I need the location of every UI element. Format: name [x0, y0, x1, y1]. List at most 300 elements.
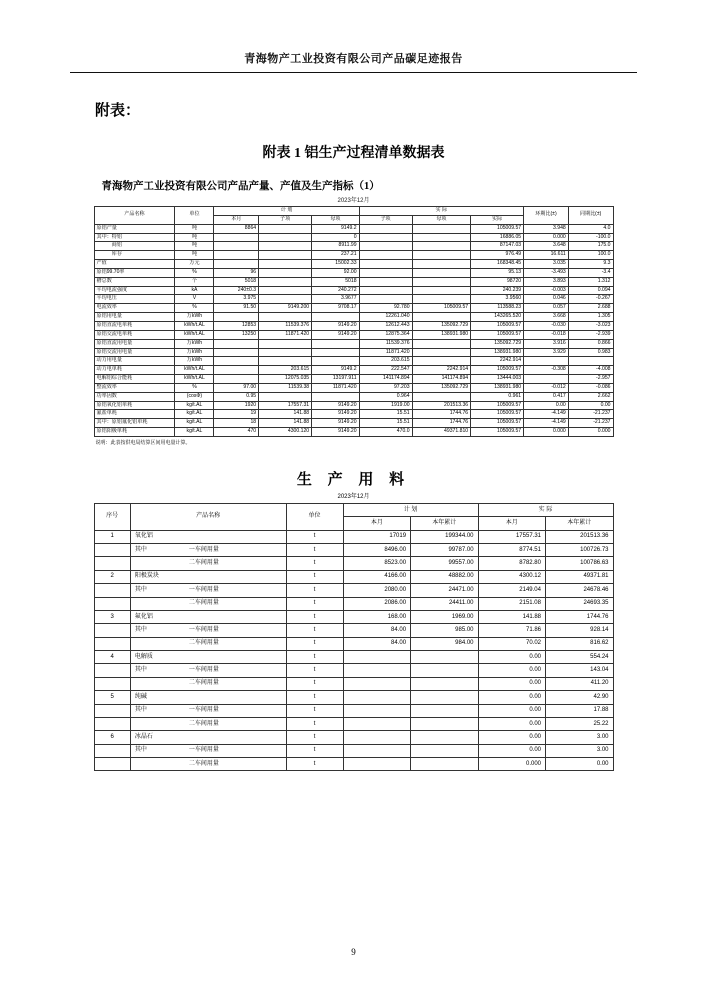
cell-seq [94, 544, 130, 557]
cell-unit: kA [175, 286, 214, 295]
th-unit: 单位 [175, 207, 214, 225]
cell-unit: t [286, 731, 343, 744]
table-row [94, 758, 613, 771]
cell-year-ratio: 1.305 [568, 313, 613, 322]
cell-plan-mu [312, 313, 359, 322]
cell-unit: kWh/t.AL [175, 366, 214, 375]
cell-seq [94, 717, 130, 730]
cell-seq [94, 637, 130, 650]
cell-year-ratio [568, 357, 613, 366]
cell-product-name: 原铝产量 [94, 224, 175, 233]
cell-plan-mu: 237.21 [312, 251, 359, 260]
cell-material-name: 其中 一车间用量 [130, 544, 286, 557]
cell-ring-ratio: 3.916 [524, 339, 569, 348]
cell-plan-ytd: 24411.00 [411, 597, 478, 610]
cell-actual-sub [359, 277, 412, 286]
cell-unit: t [286, 704, 343, 717]
cell-plan-ytd [411, 717, 478, 730]
cell-actual-sub [359, 251, 412, 260]
table-row [94, 428, 613, 437]
cell-unit: 吨 [175, 251, 214, 260]
cell-plan-month [214, 339, 259, 348]
cell-actual-sub: 12261.040 [359, 313, 412, 322]
cell-actual-cum: 976.49 [471, 251, 524, 260]
cell-plan-month [214, 233, 259, 242]
cell-material-name: 二车间用量 [130, 677, 286, 690]
cell-actual-mu: 2242.914 [412, 366, 471, 375]
cell-plan-ytd [411, 731, 478, 744]
cell-unit: t [286, 557, 343, 570]
running-header: 青海物产工业投资有限公司产品碳足迹报告 [244, 53, 463, 65]
cell-plan-month: 1920 [214, 401, 259, 410]
cell-plan-ytd [411, 664, 478, 677]
cell-seq: 3 [94, 610, 130, 623]
cell-year-ratio: -100.0 [568, 233, 613, 242]
cell-ring-ratio: 0.000 [524, 233, 569, 242]
table-row [94, 304, 613, 313]
cell-actual-mu: 105009.57 [412, 304, 471, 313]
table-row [94, 357, 613, 366]
th-plan-month: 本月 [214, 215, 259, 224]
cell-ring-ratio: -0.018 [524, 330, 569, 339]
cell-actual-month: 0.00 [478, 731, 545, 744]
cell-actual-ytd: 100726.73 [546, 544, 614, 557]
cell-plan-month: 8864 [214, 224, 259, 233]
cell-actual-ytd: 143.04 [546, 664, 614, 677]
cell-actual-month: 0.00 [478, 704, 545, 717]
table2-body [94, 530, 613, 771]
cell-unit: t [286, 624, 343, 637]
cell-plan-ytd [411, 758, 478, 771]
cell-actual-sub: 15.51 [359, 419, 412, 428]
cell-seq: 5 [94, 691, 130, 704]
cell-seq: 6 [94, 731, 130, 744]
cell-ring-ratio: 0.00 [524, 401, 569, 410]
cell-year-ratio: -21.237 [568, 419, 613, 428]
cell-unit: t [286, 610, 343, 623]
cell-unit: 个 [175, 277, 214, 286]
cell-actual-cum: 105009.57 [471, 224, 524, 233]
cell-plan-sub: 11539.376 [259, 321, 312, 330]
th2-actual: 实 际 [478, 503, 613, 516]
cell-product-name: 电解铝综合能耗 [94, 375, 175, 384]
cell-year-ratio: 0.866 [568, 339, 613, 348]
cell-material-name: 其中 一车间用量 [130, 704, 286, 717]
cell-plan-month [214, 313, 259, 322]
cell-unit: t [286, 758, 343, 771]
cell-product-name: 原铝直流电单耗 [94, 321, 175, 330]
table-row [94, 544, 613, 557]
cell-actual-cum: 105009.57 [471, 419, 524, 428]
cell-unit: kg/t.AL [175, 401, 214, 410]
cell-actual-mu: 49371.810 [412, 428, 471, 437]
cell-ring-ratio: -0.003 [524, 286, 569, 295]
table-row [94, 295, 613, 304]
cell-unit: t [286, 584, 343, 597]
cell-plan-sub: 17557.31 [259, 401, 312, 410]
th-ring-ratio: 环期比(±) [524, 207, 569, 225]
cell-plan-month: 19 [214, 410, 259, 419]
cell-material-name: 阳极炭块 [130, 570, 286, 583]
cell-plan-sub [259, 339, 312, 348]
cell-unit: t [286, 597, 343, 610]
cell-year-ratio: -0.086 [568, 383, 613, 392]
th2-seq: 序号 [94, 503, 130, 530]
cell-plan-mu: 9149.20 [312, 419, 359, 428]
cell-plan-mu: 3.9677 [312, 295, 359, 304]
cell-plan-sub [259, 260, 312, 269]
cell-unit: t [286, 651, 343, 664]
cell-actual-sub: 12612.443 [359, 321, 412, 330]
cell-actual-cum: 3.9560 [471, 295, 524, 304]
cell-plan-mu: 9149.20 [312, 330, 359, 339]
cell-actual-mu [412, 224, 471, 233]
cell-actual-ytd: 554.24 [546, 651, 614, 664]
cell-plan-mu: 5018 [312, 277, 359, 286]
cell-plan-ytd: 48882.00 [411, 570, 478, 583]
cell-plan-mu: 92.00 [312, 268, 359, 277]
cell-actual-sub: 15.51 [359, 410, 412, 419]
cell-unit: 万kWh [175, 357, 214, 366]
cell-year-ratio: 0.094 [568, 286, 613, 295]
cell-actual-cum: 95.13 [471, 268, 524, 277]
cell-plan-sub: 4300.120 [259, 428, 312, 437]
cell-actual-sub: 97.203 [359, 383, 412, 392]
cell-actual-sub: 12875.364 [359, 330, 412, 339]
table-row [94, 224, 613, 233]
cell-product-name: 平均电压 [94, 295, 175, 304]
cell-product-name: 其中：特铝 [94, 233, 175, 242]
cell-year-ratio: 2.688 [568, 304, 613, 313]
table1-note: 说明：此表按供电局结算区间用电量计算。 [95, 439, 191, 446]
cell-actual-month: 0.000 [478, 758, 545, 771]
cell-plan-month: 18 [214, 419, 259, 428]
cell-actual-mu: 1744.76 [412, 419, 471, 428]
table-row [94, 557, 613, 570]
cell-product-name: 原铝99.70率 [94, 268, 175, 277]
cell-year-ratio: -0.267 [568, 295, 613, 304]
cell-seq [94, 677, 130, 690]
cell-actual-mu [412, 348, 471, 357]
cell-actual-sub [359, 295, 412, 304]
cell-actual-month: 8782.80 [478, 557, 545, 570]
cell-plan-month [343, 704, 410, 717]
cell-material-name: 其中 一车间用量 [130, 624, 286, 637]
cell-plan-ytd [411, 691, 478, 704]
cell-plan-month [343, 717, 410, 730]
cell-product-name: 库存 [94, 251, 175, 260]
cell-material-name: 二车间用量 [130, 717, 286, 730]
cell-plan-ytd: 199344.00 [411, 530, 478, 543]
cell-plan-mu: 13197.911 [312, 375, 359, 384]
cell-actual-ytd: 3.00 [546, 744, 614, 757]
cell-plan-sub: 141.88 [259, 410, 312, 419]
cell-plan-month: 8496.00 [343, 544, 410, 557]
cell-actual-month: 8774.51 [478, 544, 545, 557]
cell-plan-month: 2086.00 [343, 597, 410, 610]
cell-plan-ytd [411, 677, 478, 690]
cell-actual-mu [412, 242, 471, 251]
table1-block [94, 178, 614, 446]
cell-material-name: 二车间用量 [130, 557, 286, 570]
cell-plan-month [343, 651, 410, 664]
cell-plan-month: 91.50 [214, 304, 259, 313]
cell-plan-mu: 15002.33 [312, 260, 359, 269]
cell-seq: 2 [94, 570, 130, 583]
cell-actual-ytd: 201513.36 [546, 530, 614, 543]
table-row [94, 330, 613, 339]
cell-plan-month [214, 366, 259, 375]
cell-year-ratio: 2.662 [568, 392, 613, 401]
cell-plan-ytd [411, 704, 478, 717]
table-row [94, 321, 613, 330]
cell-plan-mu: 8911.99 [312, 242, 359, 251]
cell-plan-mu: 9708.17 [312, 304, 359, 313]
th-actual-mu: 母项 [412, 215, 471, 224]
cell-ring-ratio: 3.948 [524, 224, 569, 233]
cell-ring-ratio: 3.929 [524, 348, 569, 357]
cell-material-name: 二车间用量 [130, 758, 286, 771]
cell-plan-sub: 203.615 [259, 366, 312, 375]
cell-actual-month: 0.00 [478, 677, 545, 690]
cell-actual-cum: 105009.57 [471, 401, 524, 410]
cell-plan-month: 470 [214, 428, 259, 437]
cell-plan-month: 84.00 [343, 637, 410, 650]
cell-actual-cum: 168348.45 [471, 260, 524, 269]
cell-plan-mu: 9149.20 [312, 321, 359, 330]
cell-seq [94, 664, 130, 677]
cell-actual-mu [412, 357, 471, 366]
cell-plan-ytd [411, 651, 478, 664]
table-row [94, 419, 613, 428]
cell-ring-ratio [524, 375, 569, 384]
cell-actual-mu [412, 295, 471, 304]
cell-actual-sub [359, 224, 412, 233]
cell-plan-month: 3.975 [214, 295, 259, 304]
th-year-ratio: 同期比(±) [568, 207, 613, 225]
cell-actual-sub: 92.780 [359, 304, 412, 313]
cell-plan-sub: 141.88 [259, 419, 312, 428]
cell-material-name: 其中 一车间用量 [130, 744, 286, 757]
cell-unit: t [286, 570, 343, 583]
cell-plan-sub [259, 392, 312, 401]
cell-material-name: 氧化铝 [130, 530, 286, 543]
material-usage-table [94, 503, 614, 772]
cell-actual-cum: 138931.980 [471, 348, 524, 357]
cell-plan-mu [312, 348, 359, 357]
cell-plan-sub [259, 313, 312, 322]
cell-product-name: 动力用电量 [94, 357, 175, 366]
cell-year-ratio: -4.008 [568, 366, 613, 375]
cell-seq [94, 624, 130, 637]
cell-actual-month: 2151.08 [478, 597, 545, 610]
cell-actual-mu: 141174.894 [412, 375, 471, 384]
cell-actual-sub: 141174.894 [359, 375, 412, 384]
cell-plan-ytd: 1969.00 [411, 610, 478, 623]
cell-plan-month: 168.00 [343, 610, 410, 623]
table-row [94, 744, 613, 757]
cell-actual-cum: 2242.914 [471, 357, 524, 366]
cell-plan-sub: 12075.035 [259, 375, 312, 384]
table-row [94, 570, 613, 583]
cell-ring-ratio: 3.648 [524, 242, 569, 251]
cell-year-ratio: -2.939 [568, 330, 613, 339]
cell-unit: % [175, 268, 214, 277]
cell-ring-ratio: 0.417 [524, 392, 569, 401]
cell-plan-mu [312, 357, 359, 366]
cell-plan-month: 84.00 [343, 624, 410, 637]
cell-actual-ytd: 25.22 [546, 717, 614, 730]
table-row [94, 530, 613, 543]
cell-plan-ytd [411, 744, 478, 757]
cell-plan-mu: 9149.2 [312, 224, 359, 233]
cell-plan-month: 13250 [214, 330, 259, 339]
cell-actual-mu [412, 268, 471, 277]
table-row [94, 410, 613, 419]
cell-actual-mu: 201513.36 [412, 401, 471, 410]
cell-plan-month [343, 664, 410, 677]
cell-actual-ytd: 17.88 [546, 704, 614, 717]
cell-plan-sub [259, 242, 312, 251]
appendix-table-title: 附表 1 铝生产过程清单数据表 [262, 146, 445, 161]
production-indicator-table [94, 206, 614, 437]
page-number: 9 [351, 947, 356, 957]
cell-unit: t [286, 544, 343, 557]
cell-ring-ratio: 3.893 [524, 277, 569, 286]
cell-plan-month [343, 744, 410, 757]
cell-actual-cum: 143265.520 [471, 313, 524, 322]
cell-plan-ytd: 985.00 [411, 624, 478, 637]
cell-product-name: 原铝交流用电量 [94, 348, 175, 357]
cell-actual-mu [412, 286, 471, 295]
cell-plan-month [214, 375, 259, 384]
table-row [94, 242, 613, 251]
cell-ring-ratio: -0.030 [524, 321, 569, 330]
cell-actual-cum: 0.961 [471, 392, 524, 401]
cell-ring-ratio: 3.035 [524, 260, 569, 269]
cell-product-name: 原铝阳极单耗 [94, 428, 175, 437]
table1-title: 青海物产工业投资有限公司产品产量、产值及生产指标（1） [101, 181, 380, 192]
cell-actual-ytd: 24678.46 [546, 584, 614, 597]
cell-actual-month: 71.86 [478, 624, 545, 637]
cell-year-ratio: 1.312 [568, 277, 613, 286]
cell-seq [94, 597, 130, 610]
cell-plan-mu: 240.272 [312, 286, 359, 295]
table-row [94, 348, 613, 357]
cell-plan-month: 2080.00 [343, 584, 410, 597]
cell-actual-sub [359, 268, 412, 277]
cell-unit: V [175, 295, 214, 304]
cell-plan-month: 240±0.3 [214, 286, 259, 295]
table1-header-row-1 [94, 207, 613, 216]
th2-name: 产品名称 [130, 503, 286, 530]
cell-plan-mu: 9149.20 [312, 401, 359, 410]
cell-unit: t [286, 717, 343, 730]
cell-plan-mu: 9149.20 [312, 410, 359, 419]
cell-product-name: 商铝 [94, 242, 175, 251]
cell-actual-sub: 203.615 [359, 357, 412, 366]
th-actual: 实 际 [359, 207, 524, 216]
th2-plan-ytd: 本年累计 [411, 517, 478, 530]
cell-actual-ytd: 816.62 [546, 637, 614, 650]
cell-unit: kg/t.AL [175, 428, 214, 437]
cell-unit: t [286, 530, 343, 543]
cell-actual-mu [412, 339, 471, 348]
table-row [94, 717, 613, 730]
cell-actual-month: 0.00 [478, 651, 545, 664]
cell-plan-sub: 9149.200 [259, 304, 312, 313]
cell-product-name: 动力电单耗 [94, 366, 175, 375]
cell-plan-ytd: 99787.00 [411, 544, 478, 557]
cell-year-ratio: -2.957 [568, 375, 613, 384]
th2-actual-ytd: 本年累计 [546, 517, 614, 530]
cell-actual-cum: 113588.23 [471, 304, 524, 313]
cell-ring-ratio: 0.000 [524, 428, 569, 437]
cell-plan-month [214, 260, 259, 269]
th-actual-sub: 子项 [359, 215, 412, 224]
th-actual-cum: 实际 [471, 215, 524, 224]
cell-product-name: 原铝氧化铝单耗 [94, 401, 175, 410]
cell-product-name: 氟盐单耗 [94, 410, 175, 419]
cell-year-ratio: -21.237 [568, 410, 613, 419]
cell-plan-month: 97.00 [214, 383, 259, 392]
table-row [94, 691, 613, 704]
cell-seq [94, 584, 130, 597]
cell-unit: kWh/t.AL [175, 375, 214, 384]
cell-actual-cum: 105009.57 [471, 410, 524, 419]
cell-actual-ytd: 24693.35 [546, 597, 614, 610]
cell-unit: 万kWh [175, 348, 214, 357]
cell-plan-ytd: 984.00 [411, 637, 478, 650]
cell-actual-cum: 138931.980 [471, 383, 524, 392]
cell-material-name: 二车间用量 [130, 597, 286, 610]
cell-actual-sub [359, 286, 412, 295]
cell-actual-month: 0.00 [478, 744, 545, 757]
cell-plan-mu [312, 339, 359, 348]
cell-seq [94, 744, 130, 757]
cell-material-name: 电解质 [130, 651, 286, 664]
cell-plan-mu: 11871.420 [312, 383, 359, 392]
table-row [94, 268, 613, 277]
cell-ring-ratio: -3.493 [524, 268, 569, 277]
cell-actual-mu: 1744.76 [412, 410, 471, 419]
cell-year-ratio: 9.3 [568, 260, 613, 269]
cell-year-ratio: -3.4 [568, 268, 613, 277]
cell-plan-sub [259, 357, 312, 366]
cell-material-name: 纯碱 [130, 691, 286, 704]
cell-actual-cum: 98720 [471, 277, 524, 286]
cell-actual-sub: 11539.376 [359, 339, 412, 348]
cell-product-name: 槽总数 [94, 277, 175, 286]
cell-actual-mu: 135092.729 [412, 321, 471, 330]
cell-actual-month: 4300.12 [478, 570, 545, 583]
cell-product-name: 原铝直流用电量 [94, 339, 175, 348]
table-row [94, 624, 613, 637]
cell-unit: t [286, 637, 343, 650]
cell-plan-month: 17019 [343, 530, 410, 543]
cell-product-name: 电流效率 [94, 304, 175, 313]
cell-plan-sub [259, 233, 312, 242]
cell-plan-ytd: 99557.00 [411, 557, 478, 570]
cell-plan-mu [312, 392, 359, 401]
table-row [94, 313, 613, 322]
cell-ring-ratio: -4.149 [524, 410, 569, 419]
cell-actual-mu [412, 313, 471, 322]
cell-unit: (cosΦ) [175, 392, 214, 401]
th-plan-mu: 母项 [312, 215, 359, 224]
table2-block [94, 468, 614, 772]
cell-actual-cum: 135092.729 [471, 339, 524, 348]
